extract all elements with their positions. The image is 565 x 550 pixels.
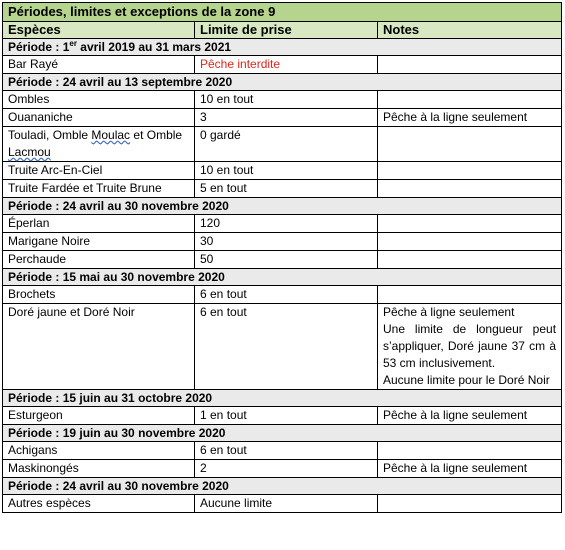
species-cell: Truite Fardée et Truite Brune [3,180,195,198]
species-cell: Brochets [3,286,195,304]
species-text-part: Lacmou [8,145,51,159]
table-row [3,286,562,304]
notes-cell: Pêche à la ligne seulement [378,109,562,127]
limit-cell: 120 [195,215,378,233]
period-prefix: Période : [8,426,60,440]
species-cell: Ouananiche [3,109,195,127]
limit-cell: 2 [195,460,378,478]
table-row [3,460,562,478]
period-label [3,390,562,407]
table-row [3,407,562,425]
notes-cell: Pêche à la ligne seulement [378,407,562,425]
notes-cell: Pêche à ligne seulement Une limite de longueur peut s’appliquer, Doré jaune 37 cm à 53 cm inclusivement. Aucune limite pour le Doré Noir [378,304,562,390]
notes-cell: Pêche à la ligne seulement [378,460,562,478]
period-label [3,269,562,286]
period-label [3,425,562,442]
table-row [3,56,562,74]
species-cell: Esturgeon [3,407,195,425]
species-cell: Truite Arc-En-Ciel [3,162,195,180]
period-prefix: Période : [8,391,60,405]
period-dates: 19 juin au 30 novembre 2020 [62,426,226,440]
column-header-limit: Limite de prise [195,22,378,39]
notes-cell [378,495,562,513]
species-text-part: Moulac [91,128,131,142]
period-label [3,478,562,495]
limit-cell: 50 [195,251,378,269]
species-cell: Ombles [3,91,195,109]
limit-cell: 10 en tout [195,162,378,180]
table-row [3,162,562,180]
period-label [3,39,562,56]
limit-cell: 1 en tout [195,407,378,425]
period-prefix: Période : [8,40,60,54]
species-cell: Marigane Noire [3,233,195,251]
period-row [3,390,562,407]
species-cell: Autres espèces [3,495,195,513]
table-row [3,251,562,269]
column-header-row [3,22,562,39]
table-row [3,109,562,127]
period-dates: 24 avril au 30 novembre 2020 [62,199,229,213]
notes-cell [378,91,562,109]
period-row [3,269,562,286]
limit-cell: 6 en tout [195,304,378,390]
period-row [3,198,562,215]
notes-cell [378,251,562,269]
species-text-part: Touladi, Omble [8,128,92,142]
period-dates: 15 mai au 30 novembre 2020 [62,270,225,284]
period-row [3,39,562,56]
limit-cell: Aucune limite [195,495,378,513]
species-cell: Éperlan [3,215,195,233]
table-row [3,180,562,198]
period-row [3,425,562,442]
table-row [3,442,562,460]
species-cell: Perchaude [3,251,195,269]
period-dates: 24 avril au 30 novembre 2020 [62,479,229,493]
notes-cell [378,215,562,233]
species-cell: Achigans [3,442,195,460]
table-row [3,233,562,251]
table-row [3,127,562,162]
period-dates [63,40,231,54]
table-row [3,91,562,109]
period-dates: 24 avril au 13 septembre 2020 [62,75,233,89]
limit-cell: Pêche interdite [195,56,378,74]
column-header-species: Espèces [3,22,195,39]
period-rest: avril 2019 au 31 mars 2021 [76,40,232,54]
period-label [3,74,562,91]
notes-cell [378,162,562,180]
limit-cell: 5 en tout [195,180,378,198]
limit-cell: 10 en tout [195,91,378,109]
notes-cell [378,56,562,74]
period-day-suffix: er [69,39,77,48]
species-text-part: et Omble [130,128,183,142]
notes-cell [378,233,562,251]
limit-cell: 6 en tout [195,442,378,460]
notes-cell [378,286,562,304]
species-cell: Bar Rayé [3,56,195,74]
notes-cell [378,442,562,460]
period-prefix: Période : [8,75,60,89]
regulations-table-wrapper [2,2,561,513]
species-cell: Doré jaune et Doré Noir [3,304,195,390]
regulations-table [2,2,562,513]
notes-cell [378,180,562,198]
period-prefix: Période : [8,479,60,493]
limit-cell: 30 [195,233,378,251]
table-row [3,304,562,390]
table-row [3,215,562,233]
period-dates: 15 juin au 31 octobre 2020 [62,391,213,405]
species-cell: Maskinongés [3,460,195,478]
table-title-row [3,3,562,22]
table-title: Périodes, limites et exceptions de la zone 9 [3,3,562,22]
period-prefix: Période : [8,270,60,284]
period-label [3,198,562,215]
limit-cell: 6 en tout [195,286,378,304]
period-day: 1 [62,40,70,54]
limit-cell: 3 [195,109,378,127]
table-row [3,495,562,513]
period-prefix: Période : [8,199,60,213]
notes-cell [378,127,562,162]
limit-cell: 0 gardé [195,127,378,162]
period-row [3,74,562,91]
species-cell [3,127,195,162]
period-row [3,478,562,495]
column-header-notes: Notes [378,22,562,39]
